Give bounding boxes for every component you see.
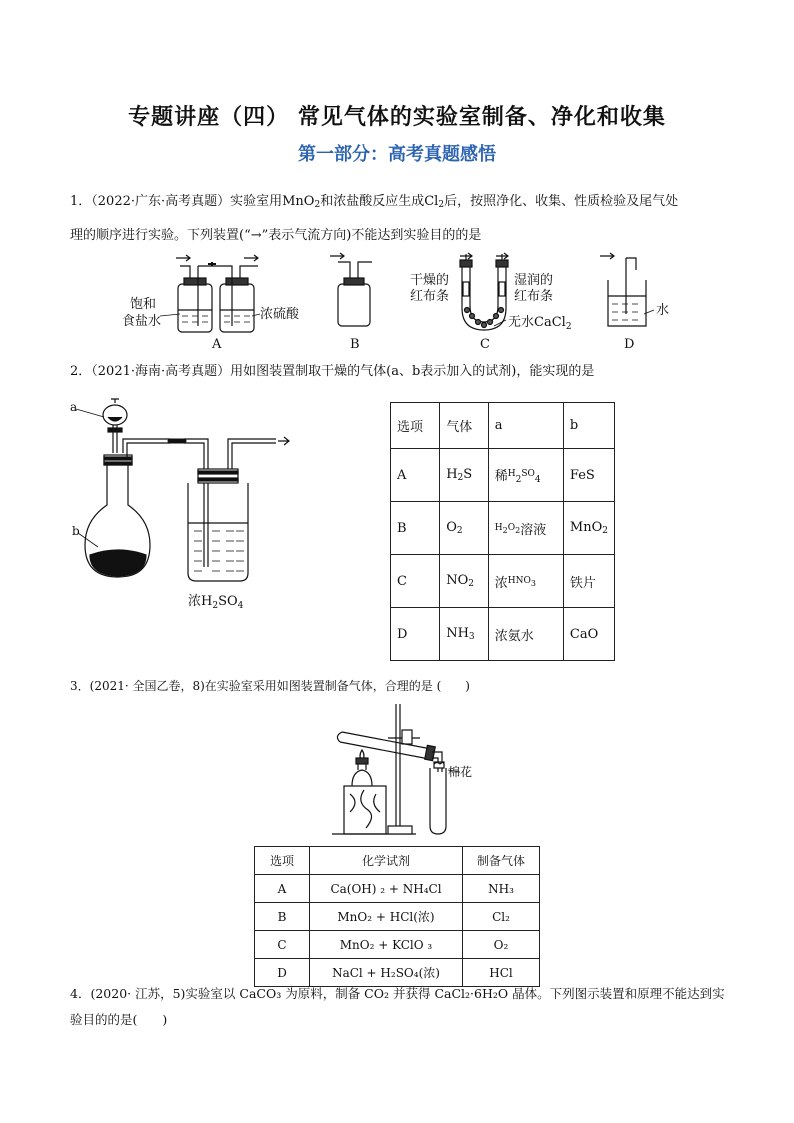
table-cell-gas: $NH_3$ — [440, 608, 489, 661]
label-reagent-a: a — [70, 400, 78, 414]
table-cell-option: B — [255, 903, 310, 931]
table-row — [391, 608, 615, 661]
table-cell-gas: Cl₂ — [463, 903, 540, 931]
table-row — [391, 502, 615, 555]
q1-cl2-sub: 2 — [438, 200, 445, 210]
q2-options-table — [390, 402, 615, 661]
table-cell-reagent: MnO₂ + KClO ₃ — [310, 931, 463, 959]
table-cell-reagent: NaCl + H₂SO₄(浓) — [310, 959, 463, 987]
table-header-cell: 制备气体 — [463, 847, 540, 875]
apparatus-d — [600, 253, 654, 326]
label-a: A — [212, 337, 222, 352]
q1-text-b: 和浓盐酸反应生成 — [320, 194, 425, 209]
label-dry: 干燥的 — [410, 273, 450, 288]
table-header-cell: 选项 — [391, 403, 440, 449]
table-header-cell: 选项 — [255, 847, 310, 875]
table-cell-gas: $H_2S$ — [440, 449, 489, 502]
q1-text-c: 后，按照净化、收集、性质检验及尾气处 — [444, 194, 679, 209]
page-title: 专题讲座（四） 常见气体的实验室制备、净化和收集 — [128, 104, 666, 130]
q1-apparatus-figure — [122, 252, 680, 352]
table-row — [255, 903, 540, 931]
table-header-cell: a — [488, 403, 563, 449]
label-conc-h2so4: 浓$H_2SO_4$ — [188, 594, 244, 611]
label-reagent-b: b — [72, 524, 80, 538]
label-saturated: 饱和 — [130, 297, 157, 312]
q3-apparatus-figure — [330, 702, 480, 842]
table-cell-gas: HCl — [463, 959, 540, 987]
question-1-line-1 — [70, 192, 730, 215]
table-cell-option: A — [255, 875, 310, 903]
question-2-stem: 2．（2021·海南·高考真题）用如图装置制取干燥的气体(a、b表示加入的试剂)，能实现的是 — [70, 364, 595, 379]
table-cell-reagent-a: 稀$^H_2^{SO}_4$ — [488, 449, 563, 502]
table-header-cell: 气体 — [440, 403, 489, 449]
q1-mno2-sub: 2 — [314, 200, 321, 210]
table-cell-reagent-a: 浓$^{HNO}$3 — [488, 555, 563, 608]
label-cacl2: 无水CaCl$_2$ — [508, 315, 572, 332]
label-water: 水 — [656, 303, 670, 318]
label-b: B — [350, 337, 360, 352]
question-1-line-2: 理的顺序进行实验。下列装置(“→”表示气流方向)不能达到实验目的的是 — [70, 228, 482, 243]
label-redcloth-1: 红布条 — [410, 289, 450, 304]
table-row — [391, 555, 615, 608]
q1-cl2: Cl — [424, 194, 439, 209]
table-cell-reagent-a: 浓氨水 — [488, 608, 563, 661]
table-cell-reagent-b: MnO$_2$ — [563, 502, 614, 555]
table-cell-reagent-b: 铁片 — [563, 555, 614, 608]
table-cell-reagent-b: FeS — [563, 449, 614, 502]
table-cell-option: C — [391, 555, 440, 608]
question-4-line-1: 4．(2020· 江苏，5)实验室以 CaCO₃ 为原料，制备 CO₂ 并获得 CaCl₂·6H₂O 晶体。下列图示装置和原理不能达到实 — [70, 986, 725, 1001]
table-row — [255, 959, 540, 987]
table-cell-reagent-b: CaO — [563, 608, 614, 661]
table-row — [391, 449, 615, 502]
page-subtitle: 第一部分：高考真题感悟 — [298, 144, 496, 165]
label-saltwater: 食盐水 — [122, 314, 162, 329]
apparatus-c — [460, 253, 508, 330]
question-3-stem: 3．(2021· 全国乙卷，8)在实验室采用如图装置制备气体，合理的是 ( ) — [70, 679, 470, 693]
table-cell-reagent: Ca(OH) ₂ + NH₄Cl — [310, 875, 463, 903]
label-redcloth-2: 红布条 — [514, 289, 554, 304]
table-header-row — [255, 847, 540, 875]
label-conc-sulfuric: 浓硫酸 — [260, 307, 300, 322]
table-cell-gas: O₂ — [463, 931, 540, 959]
table-row — [255, 931, 540, 959]
table-row — [255, 875, 540, 903]
table-header-cell: b — [563, 403, 614, 449]
table-cell-option: C — [255, 931, 310, 959]
table-cell-gas: $NO_2$ — [440, 555, 489, 608]
table-cell-reagent-a: $^H2^O2$溶液 — [488, 502, 563, 555]
q3-options-table — [254, 846, 540, 987]
label-d: D — [624, 337, 635, 352]
label-c: C — [480, 337, 490, 352]
apparatus-a — [160, 255, 260, 332]
table-cell-gas: NH₃ — [463, 875, 540, 903]
table-cell-option: B — [391, 502, 440, 555]
table-cell-gas: $O_2$ — [440, 502, 489, 555]
question-4-line-2: 验目的的是( ) — [70, 1012, 168, 1027]
q1-text-a: 1．（2022·广东·高考真题）实验室用 — [70, 194, 283, 209]
label-wet: 湿润的 — [514, 273, 554, 288]
table-header-row — [391, 403, 615, 449]
q2-apparatus-figure — [70, 395, 310, 615]
table-cell-option: A — [391, 449, 440, 502]
table-cell-reagent: MnO₂ + HCl(浓) — [310, 903, 463, 931]
label-cotton: 棉花 — [448, 765, 473, 779]
table-cell-option: D — [255, 959, 310, 987]
q1-mno2: MnO — [282, 194, 315, 209]
table-header-cell: 化学试剂 — [310, 847, 463, 875]
apparatus-b — [330, 253, 372, 326]
table-cell-option: D — [391, 608, 440, 661]
